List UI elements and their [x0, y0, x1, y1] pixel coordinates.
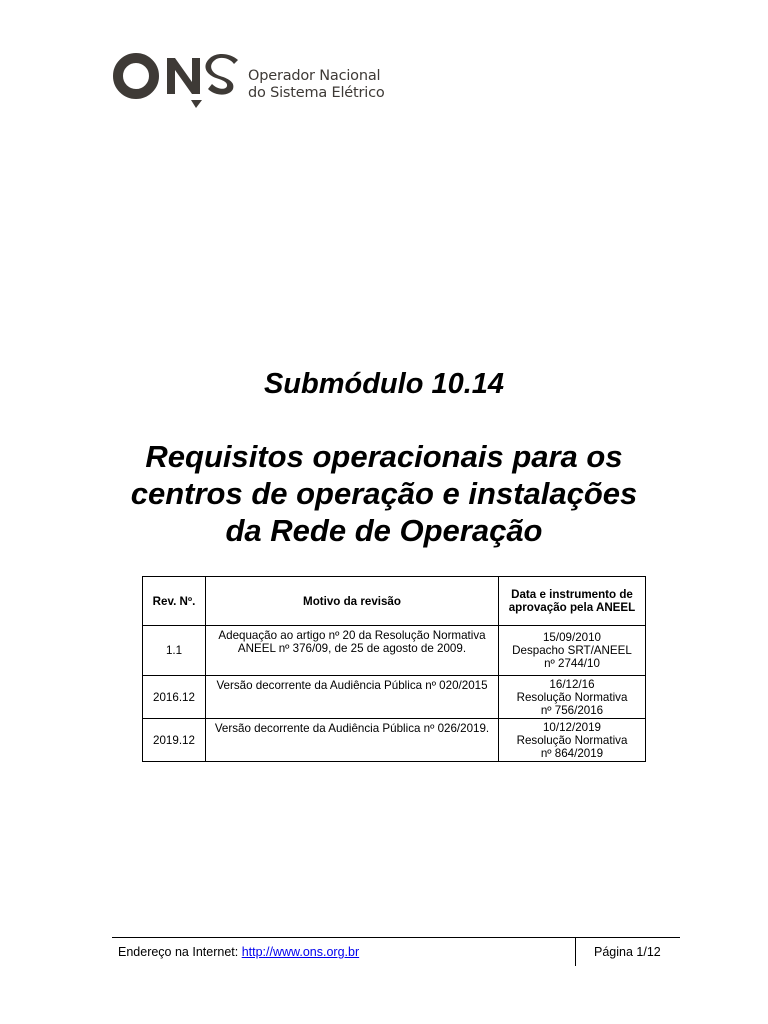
aprovacao-instrument: Despacho SRT/ANEEL: [512, 644, 632, 657]
table-row: [143, 676, 646, 719]
ons-logo: [112, 52, 385, 112]
table-header-row: [143, 577, 646, 626]
aprovacao-number: nº 756/2016: [540, 703, 604, 717]
aprovacao-instrument: Resolução Normativa: [516, 690, 628, 704]
ons-logo-icon: [112, 52, 242, 112]
title-line: Requisitos operacionais para os: [145, 439, 623, 474]
cell-aprovacao: [499, 676, 646, 719]
table-row: [143, 626, 646, 676]
cell-aprovacao: [499, 626, 646, 676]
cell-rev: 2016.12: [143, 676, 206, 719]
header-motivo: Motivo da revisão: [206, 577, 499, 626]
cell-motivo: Adequação ao artigo nº 20 da Resolução Normativa ANEEL nº 376/09, de 25 de agosto de 2009.: [206, 626, 499, 676]
footer-divider: [112, 937, 680, 938]
document-subtitle: Submódulo 10.14: [263, 368, 505, 400]
aprovacao-date: 15/09/2010: [542, 631, 602, 644]
page-number: Página 1/12: [594, 945, 661, 959]
cell-rev: 2019.12: [143, 719, 206, 762]
header-rev: Rev. Nº.: [143, 577, 206, 626]
cell-motivo: Versão decorrente da Audiência Pública nº 026/2019.: [206, 719, 499, 762]
logo-line-2: do Sistema Elétrico: [248, 85, 385, 101]
aprovacao-date: 16/12/16: [549, 677, 595, 691]
logo-line-1: Operador Nacional: [248, 68, 381, 84]
footer-address: [118, 945, 359, 959]
header-aprovacao: Data e instrumento de aprovação pela ANEEL: [499, 577, 646, 626]
aprovacao-number: nº 864/2019: [540, 746, 604, 760]
footer-address-label: Endereço na Internet:: [118, 945, 242, 959]
logo-wordmark: [248, 68, 385, 102]
title-line: centros de operação e instalações: [130, 476, 638, 511]
revision-table: [142, 576, 646, 762]
cell-aprovacao: [499, 719, 646, 762]
aprovacao-date: 10/12/2019: [542, 720, 602, 734]
document-title: [84, 438, 684, 549]
table-row: [143, 719, 646, 762]
ons-website-link[interactable]: http://www.ons.org.br: [241, 945, 360, 959]
aprovacao-number: nº 2744/10: [544, 657, 600, 670]
footer-separator: [575, 938, 576, 966]
cell-rev: 1.1: [143, 626, 206, 676]
title-line: da Rede de Operação: [225, 513, 543, 548]
cell-motivo: Versão decorrente da Audiência Pública nº 020/2015: [206, 676, 499, 719]
aprovacao-instrument: Resolução Normativa: [516, 733, 628, 747]
